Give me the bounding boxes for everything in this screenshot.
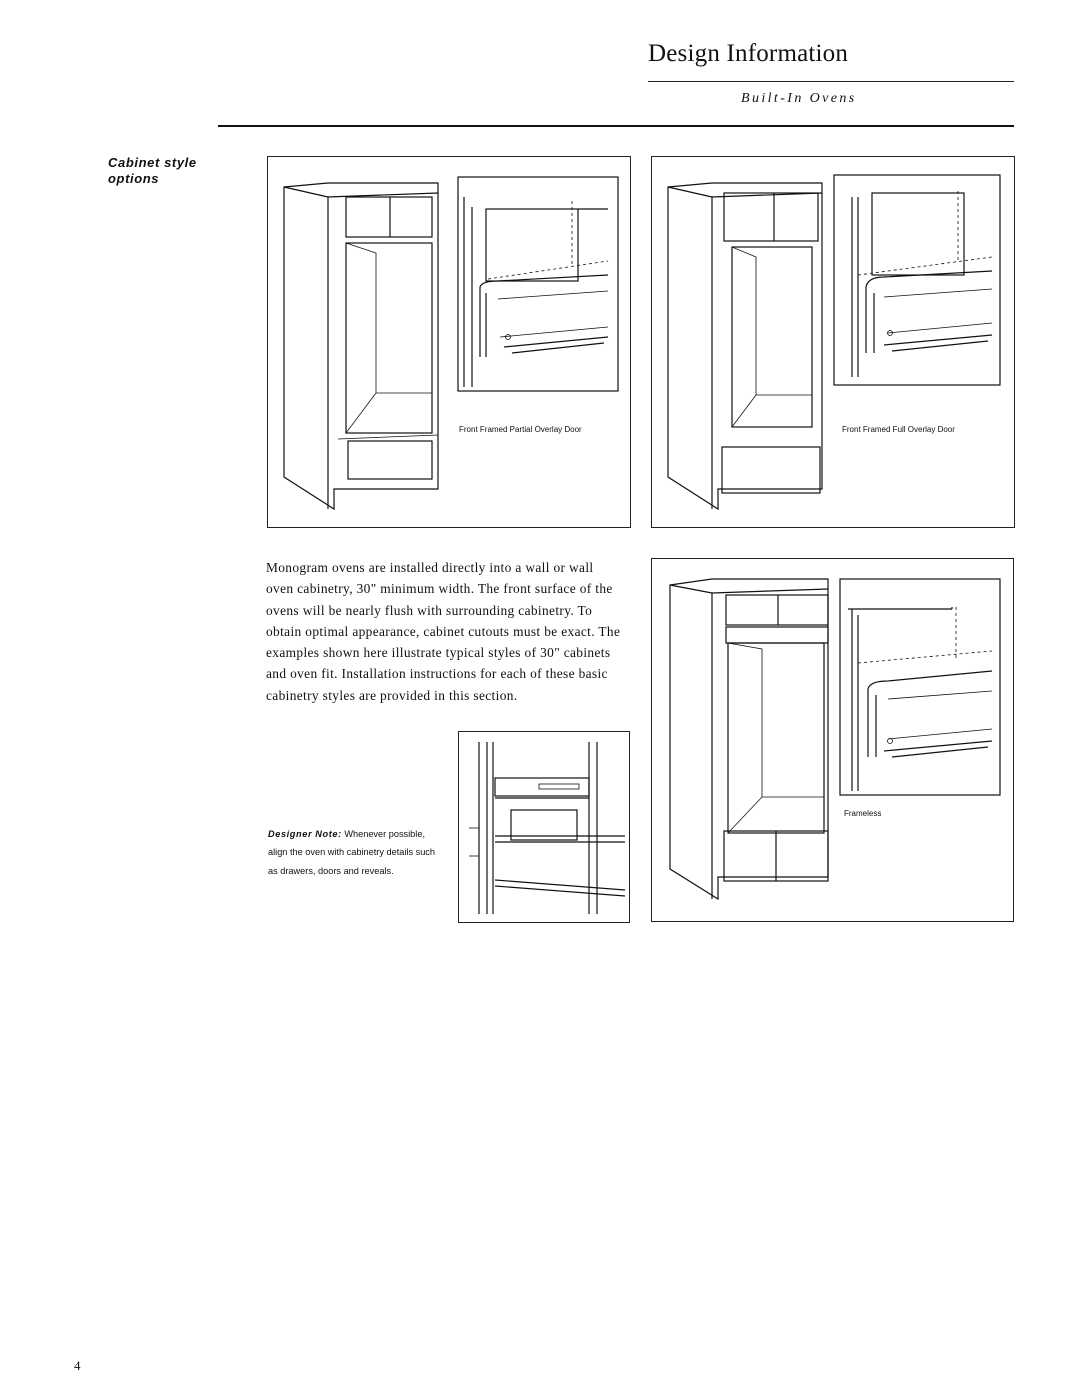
section-subtitle: Built-In Ovens — [741, 91, 857, 106]
figure-partial-overlay — [267, 156, 631, 528]
full-overlay-illustration — [652, 157, 1016, 529]
caption-full-overlay: Front Framed Full Overlay Door — [842, 425, 955, 434]
designer-note — [268, 825, 443, 880]
partial-overlay-illustration — [268, 157, 632, 529]
figure-frameless — [651, 558, 1014, 922]
header-divider — [218, 125, 1014, 127]
page-title: Design Information — [648, 40, 849, 67]
designer-note-label: Designer Note: — [268, 829, 342, 839]
figure-oven-alignment — [458, 731, 630, 923]
body-paragraph: Monogram ovens are installed directly into a wall or wall oven cabinetry, 30" minimum width. The front surface of the ovens will be nearly flush with surrounding cabinetry. To obtain optimal appearance, cabinet cutouts must be exact. The examples shown here illustrate typical styles of 30" cabinets and oven fit. Installation instructions for each of these basic cabinetry styles are provided in this section. — [266, 560, 621, 703]
oven-alignment-illustration — [459, 732, 631, 924]
page-number: 4 — [74, 1358, 81, 1373]
frameless-illustration — [652, 559, 1015, 923]
caption-frameless: Frameless — [844, 809, 882, 818]
figure-full-overlay — [651, 156, 1015, 528]
caption-partial-overlay: Front Framed Partial Overlay Door — [459, 425, 582, 434]
designer-note-text: Whenever possible, align the oven with cabinetry details such as drawers, doors and reveals. — [268, 829, 436, 876]
title-rule — [648, 81, 1014, 82]
sidebar-heading: Cabinet style options — [108, 155, 197, 186]
